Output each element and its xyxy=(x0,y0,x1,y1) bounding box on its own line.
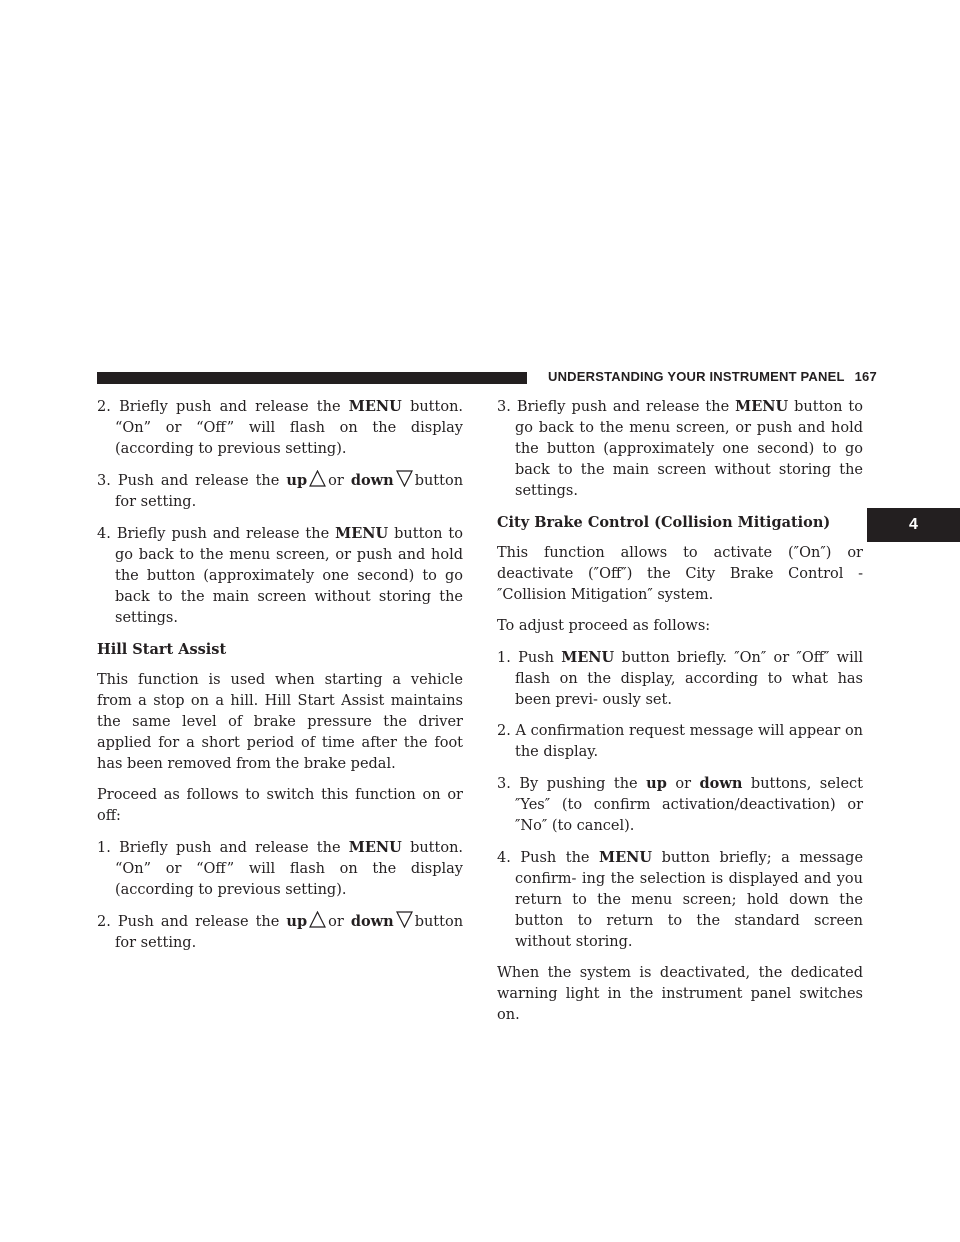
menu-button-label: MENU xyxy=(599,849,653,866)
triangle-down-icon xyxy=(396,911,413,928)
menu-button-label: MENU xyxy=(348,839,402,856)
section-heading: Hill Start Assist xyxy=(97,641,227,658)
menu-button-label: MENU xyxy=(335,525,389,542)
list-item: 2. Briefly push and release the MENU button. “On” or “Off” will flash on the display (according to previous setting). xyxy=(97,398,464,457)
left-column xyxy=(97,396,463,964)
right-column xyxy=(497,396,863,1036)
header-rule xyxy=(97,372,527,384)
paragraph: When the system is deactivated, the dedicated warning light in the instrument panel switches on. xyxy=(497,965,863,1023)
header-title: UNDERSTANDING YOUR INSTRUMENT PANEL xyxy=(548,369,845,384)
list-item: 4. Briefly push and release the MENU button to go back to the menu screen, or push and hold the button (approximately one second) to go back to the main screen without storing the settings. xyxy=(97,525,463,626)
list-item: 1. Briefly push and release the MENU button. “On” or “Off” will flash on the display (according to previous setting). xyxy=(97,839,464,898)
triangle-up-icon xyxy=(309,470,326,487)
list-item: 2. Push and release the up or down button for setting. xyxy=(97,913,464,951)
paragraph: Proceed as follows to switch this function on or off: xyxy=(97,787,463,824)
menu-button-label: MENU xyxy=(561,649,615,666)
paragraph: To adjust proceed as follows: xyxy=(497,618,711,634)
triangle-down-icon xyxy=(396,470,413,487)
chapter-tab: 4 xyxy=(867,508,960,542)
paragraph: This function allows to activate (″On″) or deactivate (″Off″) the City Brake Control - ″Collision Mitigation″ system. xyxy=(497,545,863,603)
list-item: 4. Push the MENU button briefly; a message confirm- ing the selection is displayed and you return to the menu screen; hold down the button to return to the standard screen without storing. xyxy=(497,849,864,950)
menu-button-label: MENU xyxy=(735,398,789,415)
list-item: 3. Briefly push and release the MENU button to go back to the menu screen, or push and hold the button (approximately one second) to go back to the main screen without storing the settings. xyxy=(497,398,863,499)
menu-button-label: MENU xyxy=(348,398,402,415)
list-item: 3. Push and release the up or down button for setting. xyxy=(97,472,464,510)
list-item: 2. A confirmation request message will appear on the display. xyxy=(497,723,864,760)
list-item: 1. Push MENU button briefly. ″On″ or ″Off″ will flash on the display, according to what has been previ- ously set. xyxy=(497,649,863,708)
paragraph: This function is used when starting a vehicle from a stop on a hill. Hill Start Assist maintains the same level of brake pressure the driver applied for a short period of time after the foot has been removed from the brake pedal. xyxy=(97,672,463,772)
triangle-up-icon xyxy=(309,911,326,928)
list-item: 3. By pushing the up or down buttons, select ″Yes″ (to confirm activation/deactivation) or ″No″ (to cancel). xyxy=(497,775,863,834)
page-number: 167 xyxy=(854,369,877,384)
running-header xyxy=(548,369,877,384)
section-heading: City Brake Control (Collision Mitigation) xyxy=(497,514,831,531)
